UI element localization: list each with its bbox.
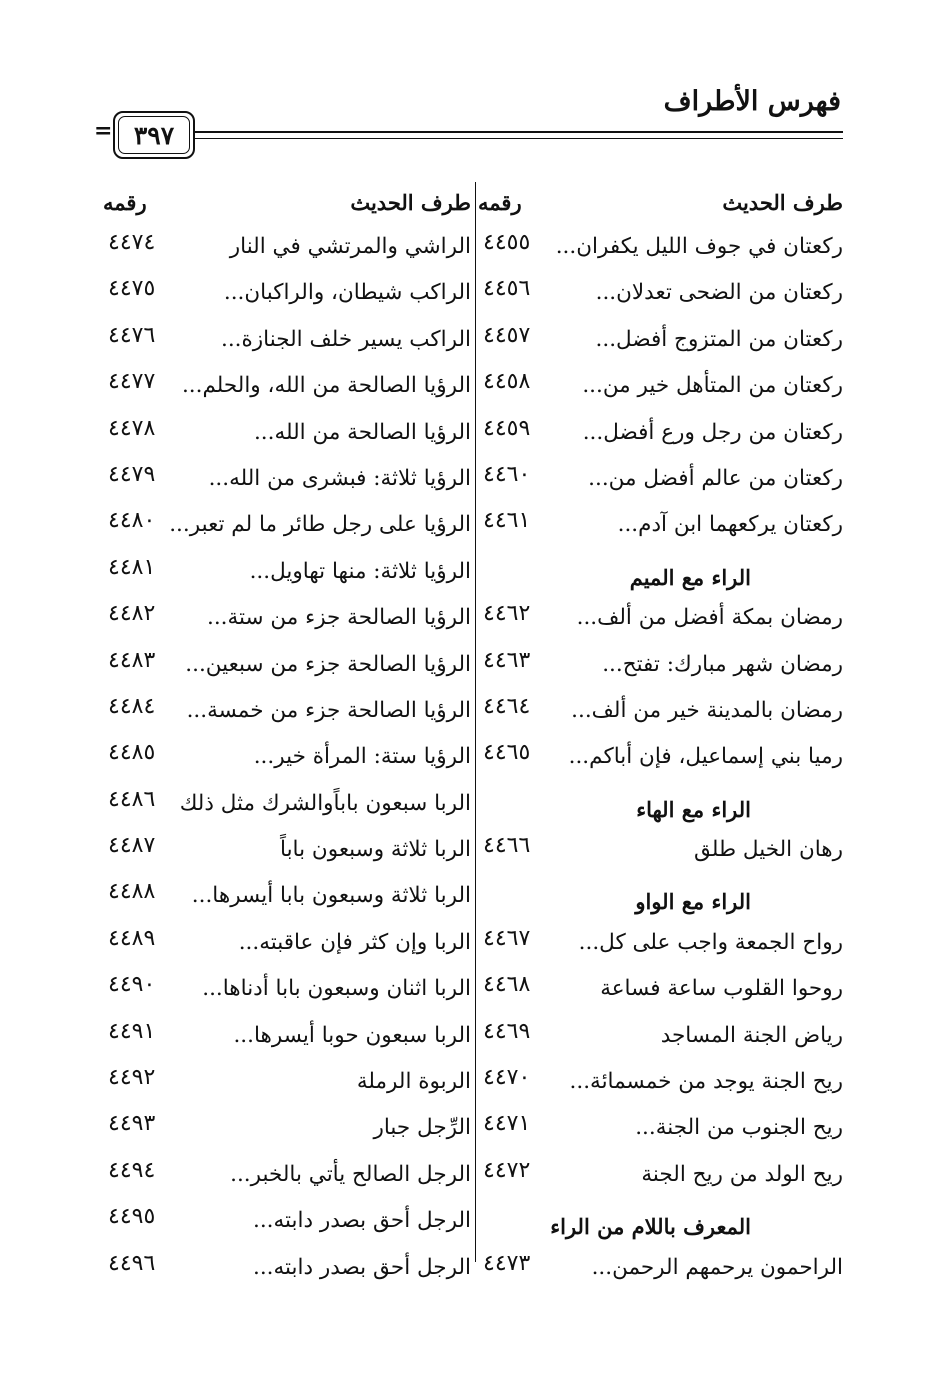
index-entry	[103, 315, 471, 361]
index-entry	[103, 454, 471, 500]
hadith-number: ٤٤٦٥	[483, 740, 531, 766]
hadith-number: ٤٤٨٥	[108, 740, 156, 766]
index-entry	[478, 964, 843, 1010]
hadith-text: الرؤيا الصالحة من الله، والحلم...	[181, 373, 471, 399]
hadith-number: ٤٤٩٦	[108, 1250, 156, 1276]
page-number: ٣٩٧	[133, 120, 175, 150]
hadith-text: الربا وإن كثر فإن عاقبته...	[238, 929, 471, 955]
index-entry	[478, 732, 843, 778]
hadith-text: الرؤيا على رجل طائر ما لم تعبر...	[169, 512, 471, 538]
hadith-number: ٤٤٩١	[108, 1018, 156, 1044]
hadith-text: رهان الخيل طلق	[693, 837, 843, 863]
hadith-text: الراكب يسير خلف الجنازة...	[221, 326, 471, 352]
index-entry	[103, 593, 471, 639]
hadith-number: ٤٤٨٧	[108, 833, 156, 859]
index-entry	[103, 871, 471, 917]
index-entry	[103, 1011, 471, 1057]
hadith-text: الرؤيا الصالحة جزء من خمسة...	[186, 697, 471, 723]
hadith-text: ريح الجنة يوجد من خمسمائة...	[569, 1069, 843, 1095]
hadith-number: ٤٤٦٦	[483, 833, 531, 859]
hadith-text: الرؤيا الصالحة من الله...	[253, 419, 471, 445]
index-entry	[103, 222, 471, 268]
hadith-text: الربوة الرملة	[356, 1069, 471, 1095]
header-rule	[193, 131, 843, 139]
hadith-text: رمضان بالمدينة خير من ألف...	[571, 697, 843, 723]
hadith-text: الرؤيا ثلاثة: منها تهاويل...	[249, 558, 471, 584]
hadith-text: رمضان شهر مبارك: تفتح...	[602, 651, 843, 677]
hadith-text: الربا اثنان وسبعون بابا أدناها...	[202, 976, 471, 1002]
section-heading	[478, 779, 843, 825]
hadith-number: ٤٤٧٨	[108, 415, 156, 441]
hadith-number: ٤٤٩٢	[108, 1065, 156, 1091]
hadith-number: ٤٤٧٢	[483, 1157, 531, 1183]
hadith-text: روحوا القلوب ساعة فساعة	[600, 976, 843, 1002]
index-entry	[478, 408, 843, 454]
hadith-header: طرف الحديث	[722, 190, 843, 215]
hadith-number: ٤٤٨٤	[108, 693, 156, 719]
index-entry	[103, 1196, 471, 1242]
hadith-number: ٤٤٨١	[108, 554, 156, 580]
number-header: رقمه	[478, 190, 522, 215]
hadith-number: ٤٤٥٥	[483, 230, 531, 255]
right-rows	[478, 222, 843, 1289]
section-heading-text: الراء مع الواو	[635, 889, 751, 915]
hadith-text: ريح الولد من ريح الجنة	[641, 1161, 843, 1187]
hadith-text: الرجل أحق بصدر دابته...	[252, 1254, 471, 1280]
hadith-text: الراحمون يرحمهم الرحمن...	[591, 1254, 843, 1280]
hadith-text: ركعتان من الضحى تعدلان...	[595, 280, 843, 306]
section-heading	[478, 1196, 843, 1242]
hadith-number: ٤٤٩٥	[108, 1204, 156, 1230]
hadith-number: ٤٤٦٨	[483, 972, 531, 998]
hadith-number: ٤٤٧٠	[483, 1065, 531, 1091]
hadith-number: ٤٤٧٣	[483, 1250, 531, 1276]
index-entry	[478, 686, 843, 732]
index-entry	[478, 640, 843, 686]
index-entry	[478, 361, 843, 407]
section-heading-text: الراء مع الميم	[629, 564, 751, 590]
index-entry	[478, 1103, 843, 1149]
hadith-text: الرؤيا ستة: المرأة خير...	[253, 744, 471, 770]
index-entry	[478, 593, 843, 639]
index-entry	[103, 1057, 471, 1103]
hadith-number: ٤٤٩٤	[108, 1157, 156, 1183]
hadith-number: ٤٤٥٦	[483, 276, 531, 302]
hadith-text: ركعتان من المتزوج أفضل...	[595, 326, 843, 352]
index-entry	[478, 1243, 843, 1289]
hadith-text: ركعتان من المتأهل خير من...	[582, 373, 843, 399]
index-entry	[103, 361, 471, 407]
hadith-text: ريح الجنوب من الجنة...	[635, 1115, 843, 1141]
hadith-number: ٤٤٧٤	[108, 230, 156, 255]
page-number-box	[113, 111, 195, 159]
hadith-number: ٤٤٧٦	[108, 322, 156, 348]
hadith-number: ٤٤٥٩	[483, 415, 531, 441]
hadith-text: الراكب شيطان، والراكبان...	[223, 280, 471, 306]
index-entry	[478, 1057, 843, 1103]
hadith-text: ركعتان في جوف الليل يكفران...	[555, 234, 843, 259]
column-header	[478, 176, 843, 222]
page-marker: =	[94, 118, 113, 144]
index-entry	[478, 1011, 843, 1057]
hadith-text: رياض الجنة المساجد	[660, 1022, 843, 1048]
index-entry	[478, 315, 843, 361]
hadith-text: الرؤيا الصالحة جزء من ستة...	[207, 605, 471, 631]
hadith-text: الرِّجل جبار	[373, 1115, 471, 1141]
left-column	[103, 176, 471, 1289]
section-heading-text: الراء مع الهاء	[636, 796, 751, 822]
hadith-text: الراشي والمرتشي في النار	[229, 234, 471, 259]
hadith-number: ٤٤٩٠	[108, 972, 156, 998]
index-entry	[478, 825, 843, 871]
section-heading	[478, 871, 843, 917]
index-entry	[478, 268, 843, 314]
hadith-number: ٤٤٥٨	[483, 369, 531, 395]
section-heading	[478, 547, 843, 593]
index-entry	[103, 268, 471, 314]
hadith-number: ٤٤٦٧	[483, 925, 531, 951]
hadith-text: الربا ثلاثة وسبعون باباً	[280, 837, 471, 863]
hadith-text: الرجل الصالح يأتي بالخبر...	[230, 1161, 471, 1187]
hadith-number: ٤٤٦١	[483, 508, 531, 534]
hadith-number: ٤٤٨٩	[108, 925, 156, 951]
hadith-text: الربا ثلاثة وسبعون بابا أيسرها...	[191, 883, 471, 909]
index-entry	[103, 640, 471, 686]
hadith-number: ٤٤٨٠	[108, 508, 156, 534]
index-entry	[103, 732, 471, 778]
hadith-number: ٤٤٨٦	[108, 786, 156, 812]
hadith-text: ركعتان من رجل ورع أفضل...	[582, 419, 843, 445]
hadith-number: ٤٤٨٣	[108, 647, 156, 673]
hadith-number: ٤٤٥٧	[483, 322, 531, 348]
right-column	[478, 176, 843, 1289]
index-entry	[103, 547, 471, 593]
hadith-number: ٤٤٨٢	[108, 601, 156, 627]
index-entry	[478, 918, 843, 964]
hadith-number: ٤٤٦٣	[483, 647, 531, 673]
index-entry	[103, 1150, 471, 1196]
column-divider	[475, 182, 476, 1262]
section-heading-text: المعرف باللام من الراء	[550, 1214, 751, 1240]
index-entry	[103, 779, 471, 825]
hadith-text: الرؤيا الصالحة جزء من سبعين...	[185, 651, 471, 677]
hadith-text: الرجل أحق بصدر دابته...	[252, 1208, 471, 1234]
index-entry	[103, 686, 471, 732]
index-entry	[103, 1243, 471, 1289]
left-rows	[103, 222, 471, 1289]
hadith-number: ٤٤٦٤	[483, 693, 531, 719]
column-header	[103, 176, 471, 222]
index-entry	[103, 825, 471, 871]
hadith-number: ٤٤٦٩	[483, 1018, 531, 1044]
hadith-text: الربا سبعون باباًوالشرك مثل ذلك	[179, 790, 471, 816]
hadith-number: ٤٤٧٧	[108, 369, 156, 395]
hadith-text: الربا سبعون حوبا أيسرها...	[233, 1022, 471, 1048]
number-header: رقمه	[103, 190, 147, 215]
hadith-number: ٤٤٧٩	[108, 461, 156, 487]
index-entry	[478, 1150, 843, 1196]
index-entry	[478, 222, 843, 268]
index-entry	[103, 408, 471, 454]
page-title: فهرس الأطراف	[663, 86, 841, 117]
hadith-text: الرؤيا ثلاثة: فبشرى من الله...	[208, 465, 471, 491]
index-entry	[103, 1103, 471, 1149]
hadith-text: رمضان بمكة أفضل من ألف...	[576, 605, 843, 631]
hadith-text: رميا بني إسماعيل، فإن أباكم...	[568, 744, 843, 770]
hadith-number: ٤٤٦٢	[483, 601, 531, 627]
index-entry	[478, 454, 843, 500]
hadith-number: ٤٤٧٥	[108, 276, 156, 302]
hadith-text: رواح الجمعة واجب على كل...	[578, 929, 843, 955]
index-entry	[103, 964, 471, 1010]
hadith-number: ٤٤٧١	[483, 1111, 531, 1137]
index-entry	[478, 500, 843, 546]
hadith-number: ٤٤٨٨	[108, 879, 156, 905]
hadith-number: ٤٤٦٠	[483, 461, 531, 487]
hadith-text: ركعتان يركعهما ابن آدم...	[617, 512, 843, 538]
hadith-number: ٤٤٩٣	[108, 1111, 156, 1137]
hadith-header: طرف الحديث	[350, 190, 471, 215]
index-entry	[103, 918, 471, 964]
hadith-text: ركعتان من عالم أفضل من...	[588, 465, 843, 491]
index-entry	[103, 500, 471, 546]
